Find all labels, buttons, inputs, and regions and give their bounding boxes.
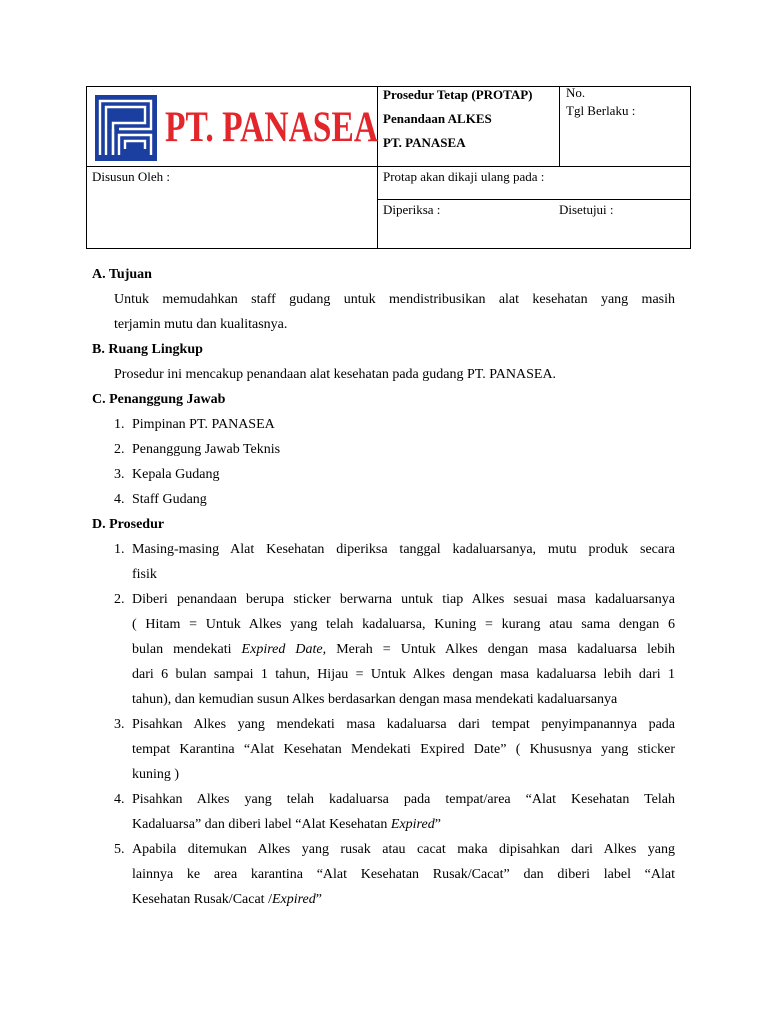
list-item: 5. Apabila ditemukan Alkes yang rusak atau cacat maka dipisahkan dari Alkes yang lainnya ke area karantina “Alat Kesehatan Rusak/Cacat” dan diberi label “Alat Kesehatan Rusak/Cacat /Expired” <box>114 842 675 907</box>
section-b-text: Prosedur ini mencakup penandaan alat kesehatan pada gudang PT. PANASEA. <box>114 367 557 382</box>
responsible-list <box>92 412 675 512</box>
procedure-body <box>92 262 675 912</box>
panasea-logo-icon <box>95 95 157 161</box>
review-date-label: Protap akan dikaji ulang pada : <box>383 169 545 184</box>
list-item: 3. Kepala Gudang <box>114 467 220 482</box>
section-c-title: C. Penanggung Jawab <box>92 392 226 407</box>
section-b-title: B. Ruang Lingkup <box>92 342 203 357</box>
section-d-title: D. Prosedur <box>92 517 165 532</box>
logo-text: PT. PANASEA <box>165 104 379 151</box>
list-item: 2. Penanggung Jawab Teknis <box>114 442 281 457</box>
prepared-by-label: Disusun Oleh : <box>92 169 170 184</box>
procedure-list <box>92 537 675 912</box>
list-item: 1. Pimpinan PT. PANASEA <box>114 417 275 432</box>
list-item: 4. Pisahkan Alkes yang telah kadaluarsa pada tempat/area “Alat Kesehatan Telah Kadaluarsa” dan diberi label “Alat Kesehatan Expired” <box>114 792 675 832</box>
effective-date-label: Tgl Berlaku : <box>566 103 636 118</box>
protap-company: PT. PANASEA <box>383 135 466 150</box>
approved-by-label: Disetujui : <box>559 202 614 217</box>
header-table <box>86 86 691 249</box>
section-a-line-1: Untuk memudahkan staff gudang untuk mendistribusikan alat kesehatan yang masih <box>114 292 675 307</box>
section-a-line-2: terjamin mutu dan kualitasnya. <box>114 317 288 332</box>
protap-title: Prosedur Tetap (PROTAP) <box>383 87 533 102</box>
list-item: 4. Staff Gudang <box>114 492 207 507</box>
section-a-title: A. Tujuan <box>92 267 152 282</box>
company-logo <box>95 92 379 164</box>
list-item: 1. Masing-masing Alat Kesehatan diperiksa tanggal kadaluarsanya, mutu produk secara fisik <box>114 542 675 582</box>
doc-number-label: No. <box>566 85 586 100</box>
checked-by-label: Diperiksa : <box>383 202 441 217</box>
protap-subject: Penandaan ALKES <box>383 111 492 126</box>
list-item: 2. Diberi penandaan berupa sticker berwarna untuk tiap Alkes sesuai masa kadaluarsanya ( Hitam = Untuk Alkes yang telah kadaluarsa, Kuning = kurang atau sama dengan 6 bulan mendekati Expired Date, Merah = Untuk Alkes dengan masa kadaluarsa lebih dari 6 bulan sampai 1 tahun, Hijau = Untuk Alkes dengan masa kadaluarsa lebih dari 1 tahun), dan kemudian susun Alkes berdasarkan dengan masa mendekati kadaluarsanya <box>114 592 675 707</box>
list-item: 3. Pisahkan Alkes yang mendekati masa kadaluarsa dari tempat penyimpanannya pada tempat Karantina “Alat Kesehatan Mendekati Expired Date” ( Khususnya yang sticker kuning ) <box>114 717 675 782</box>
